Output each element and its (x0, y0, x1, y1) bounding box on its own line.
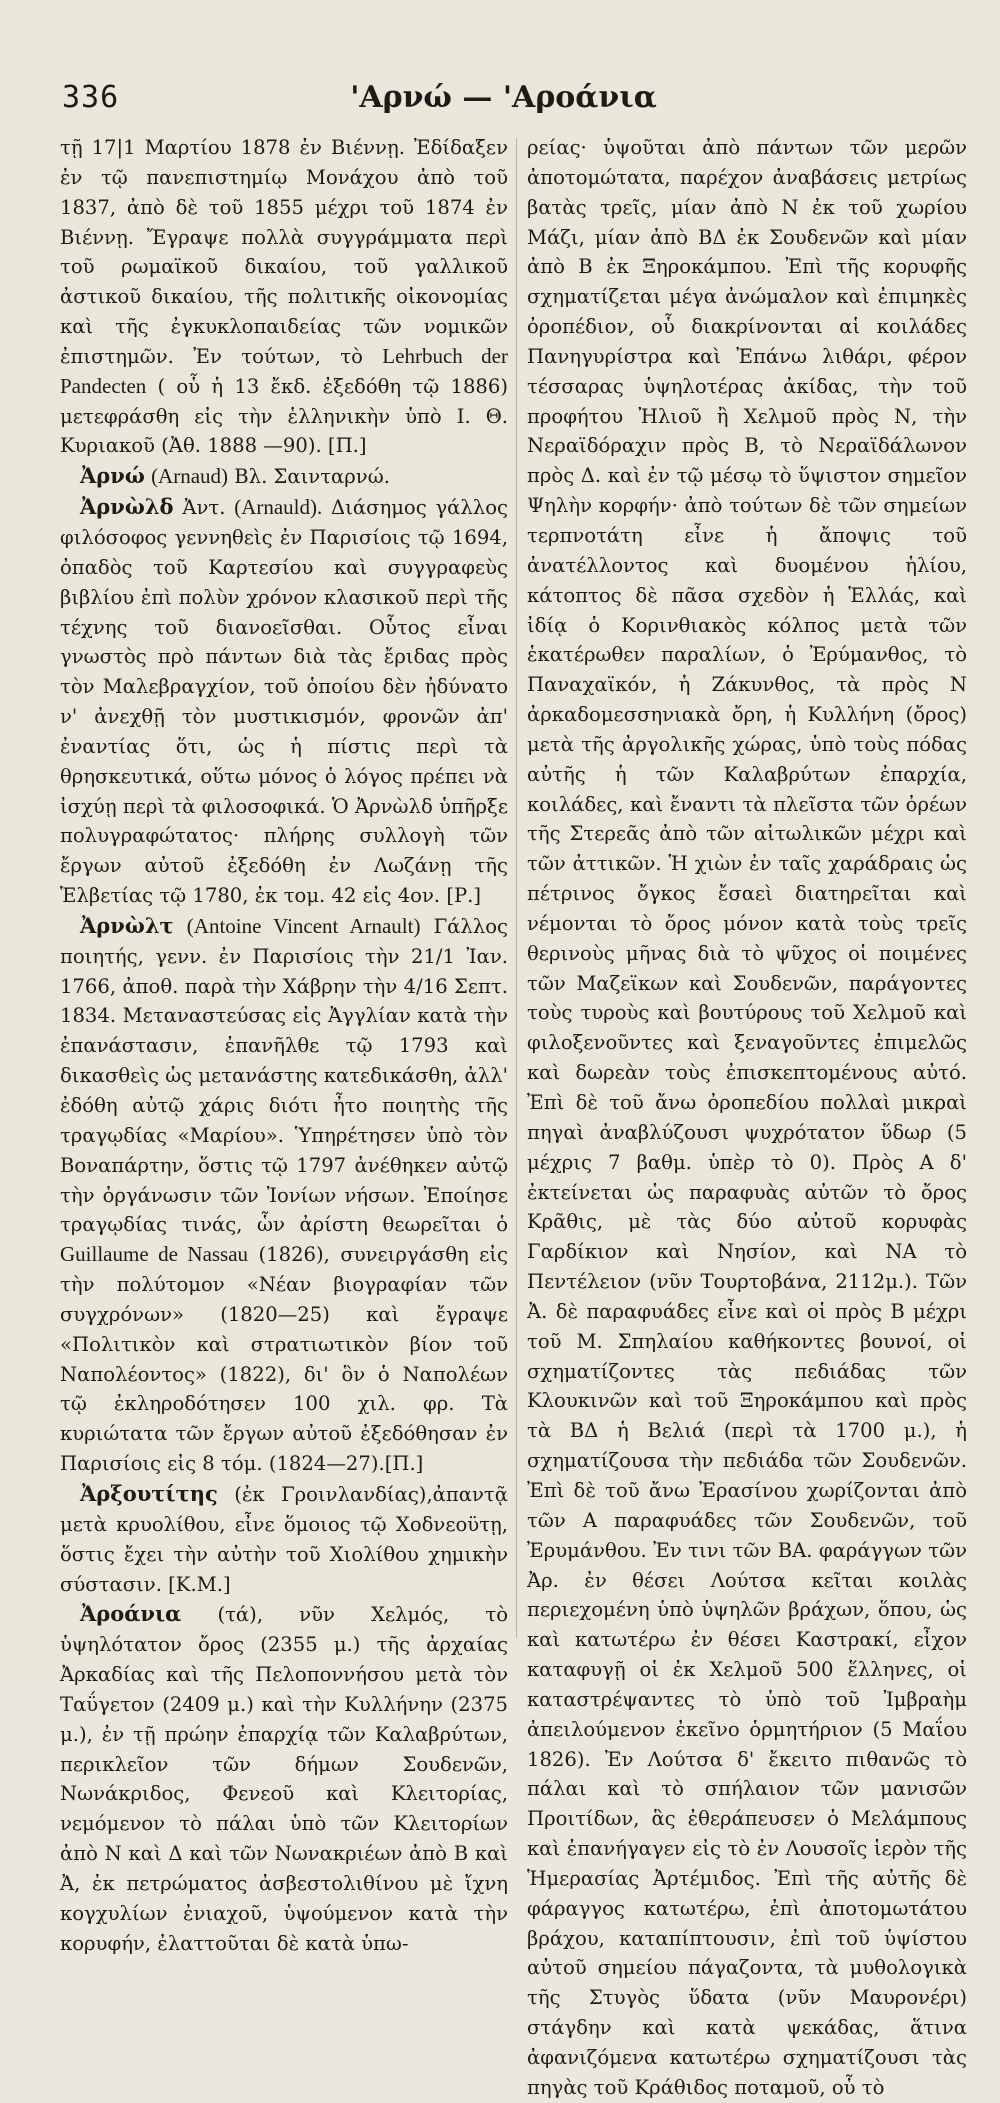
headword: Ἀρνώ (80, 463, 145, 489)
page-number: 336 (62, 80, 120, 115)
entry-text: (τά), νῦν Χελμός, τὸ ὑψηλότατον ὄρος (2355 μ.) τῆς ἀρχαίας Ἀρκαδίας καὶ τῆς Πελοποννήσου μετὰ τὸν Ταΰγετον (2409 μ.) καὶ τὴν Κυλλήνην (2375 μ.), ἐν τῇ πρώην ἐπαρχίᾳ τῶν Καλαβρύτων, περικλεῖον τῶν δήμων Σουδενῶν, Νωνάκριδος, Φενεοῦ καὶ Κλειτορίας, νεμόμενον τὸ πάλαι ὑπὸ τῶν Κλειτορίων ἀπὸ Ν καὶ Δ καὶ τῶν Νωνακριέων ἀπὸ Β καὶ Ἀ, ἐκ πετρώματος ἀσβεστολιθίνου μὲ ἴχνη κογχυλίων ἐνιαχοῦ, ὑψούμενον κατὰ τὴν κορυφήν, ἐλαττοῦται δὲ κατὰ ὑπω- (60, 1603, 508, 1955)
left-column (60, 133, 509, 1955)
column-rule (516, 138, 517, 1638)
entry (60, 1599, 508, 1958)
entry-text: Βλ. Σαινταρνώ. (234, 465, 390, 489)
body-text: ρείας· ὑψοῦται ἀπὸ πάντων τῶν μερῶν ἀποτομώτατα, παρέχον ἀναβάσεις μετρίως βατὰς τρεῖς, μίαν ἀπὸ Ν ἐκ τοῦ χωρίου Μάζι, μίαν ἀπὸ ΒΔ ἐκ Σουδενῶν καὶ μίαν ἀπὸ Β ἐκ Ξηροκάμπου. Ἐπὶ τῆς κορυφῆς σχηματίζεται μέγα ἀνώμαλον καὶ ἐπιμηκὲς ὀροπέδιον, οὗ διακρίνονται αἱ κοιλάδες Πανηγυρίστρα καὶ Ἐπάνω λιθάρι, φέρον τέσσαρας ὑψηλοτέρας ἀκίδας, τὴν τοῦ προφήτου Ἠλιοῦ ἢ Χελμοῦ πρὸς Ν, τὴν Νεραϊδόραχιν πρὸς Β, τὸ Νεραϊδάλωνον πρὸς Δ. καὶ ἐν τῷ μέσῳ τὸ ὕψιστον σημεῖον Ψηλὴν κορφήν· ἀπὸ τούτων δὲ τῶν σημείων τερπνοτάτη εἶνε ἡ ἄποψις τοῦ ἀνατέλλοντος καὶ δυομένου ἡλίου, κάτοπτος δὲ πᾶσα σχεδὸν ἡ Ἑλλάς, καὶ ἰδίᾳ ὁ Κορινθιακὸς κόλπος μετὰ τῶν ἑκατέρωθεν παραλίων, ὁ Ἐρύμανθος, τὸ Παναχαϊκόν, ἡ Ζάκυνθος, τὰ πρὸς Ν ἀρκαδομεσσηνιακὰ ὄρη, ἡ Κυλλήνη (ὄρος) μετὰ τῆς ἀργολικῆς χώρας, ὑπὸ τοὺς πόδας αὐτῆς ἡ τῶν Καλαβρύτων ἐπαρχία, κοιλάδες, καὶ ἔναντι τὰ πλεῖστα τῶν ὀρέων τῆς Στερεᾶς ἀπὸ τῶν αἰτωλικῶν μέχρι καὶ τῶν ἀττικῶν. Ἡ χιὼν ἐν ταῖς χαράδραις ὡς πέτρινος ὄγκος ἔσαεὶ διατηρεῖται καὶ νέμονται τὸ ὄρος μόνον κατὰ τοὺς τρεῖς θερινοὺς μῆνας διὰ τὸ ψῦχος οἱ ποιμένες τῶν Μαζεϊκων καὶ Σουδενῶν, παράγοντες τοὺς τυροὺς καὶ βουτύρους τοῦ Χελμοῦ καὶ φιλοξενοῦντες καὶ ξεναγοῦντες ἐπιμελῶς καὶ δωρεὰν τοὺς ἐπισκεπτομένους αὐτό. Ἐπὶ δὲ τοῦ ἄνω ὀροπεδίου πολλαὶ μικραὶ πηγαὶ ἀναβλύζουσι ψυχρότατον ὕδωρ (5 μέχρις 7 βαθμ. ὑπὲρ τὸ 0). Πρὸς Α δ' ἐκτείνεται ὡς παραφυὰς αὐτῶν τὸ ὄρος Κρᾶθις, μὲ τὰς δύο αὐτοῦ κορυφὰς Γαρδίκιον καὶ Νησίον, καὶ ΝΑ τὸ Πεντέλειον (νῦν Τουρτοβάνα, 2112μ.). Τῶν Ἀ. δὲ παραφυάδες εἶνε καὶ οἱ πρὸς Β μέχρι τοῦ Μ. Σπηλαίου καθήκοντες βουνοί, οἱ σχηματίζοντες τὰς πεδιάδας τῶν Κλουκινῶν καὶ τοῦ Ξηροκάμπου καὶ πρὸς τὰ ΒΔ ἡ Βελιά (περὶ τὰ 1700 μ.), ἡ σχηματίζουσα τὴν πεδιάδα τῶν Σουδενῶν. Ἐπὶ δὲ τοῦ ἄνω Ἐρασίνου χωρίζονται ἀπὸ τῶν Α παραφυάδες τῶν Σουδενῶν, τοῦ Ἐρυμάνθου. Ἐν τινι τῶν ΒΑ. φαράγγων τῶν Ἀρ. ἐν θέσει Λούτσα κεῖται κοιλὰς περιεχομένη ὑπὸ ὑψηλῶν βράχων, ὅπου, ὡς καὶ κατωτέρω ἐν θέσει Καστρακί, εἶχον καταφυγῇ οἱ ἐκ Χελμοῦ 500 ἕλληνες, οἱ καταστρέψαντες τὸ ὑπὸ τοῦ Ἰμβραὴμ ἀπειλούμενον ἐκεῖνο ὁρμητήριον (5 Μαΐου 1826). Ἐν Λούτσα δ' ἔκειτο πιθανῶς τὸ πάλαι καὶ τὸ σπήλαιον τῶν μανισῶν Προιτίδων, ἃς ἐθεράπευσεν ὁ Μελάμπους καὶ ἐπανήγαγεν εἰς τὸ ἐν Λουσοῖς ἱερὸν τῆς Ἡμερασίας Ἀρτέμιδος. Ἐπὶ τῆς αὐτῆς δὲ φάραγγος κατωτέρω, ἐπὶ ἀποτομωτάτου βράχου, καταπίπτουσιν, ἐπὶ τοῦ ὑψίστου αὐτοῦ σημείου πάγαζοντα, τὰ μυθολογικὰ τῆς Στυγὸς ὕδατα (νῦν Μαυρονέρι) στάγδην καὶ κατὰ ψεκάδας, ἅτινα ἀφανιζόμενα κατωτέρω σχηματίζουσι τὰς πηγὰς τοῦ Κράθιδος ποταμοῦ, οὗ τὸ (527, 136, 967, 2099)
entry (60, 911, 508, 1479)
body-text: ( οὗ ἡ 13 ἔκδ. ἐξεδόθη τῷ 1886) μετεφράσθη εἰς τὴν ἑλληνικὴν ὑπὸ Ι. Θ. Κυριακοῦ (Ἀθ. 1888 —90). [Π.] (60, 374, 508, 458)
entry (60, 1479, 508, 1599)
body-text: τῇ 17|1 Μαρτίου 1878 ἐν Βιέννῃ. Ἐδίδαξεν ἐν τῷ πανεπιστημίῳ Μονάχου ἀπὸ τοῦ 1837, ἀπὸ δὲ τοῦ 1855 μέχρι τοῦ 1874 ἐν Βιέννῃ. Ἔγραψε πολλὰ συγγράμματα περὶ τοῦ ρωμαϊκοῦ δικαίου, τοῦ γαλλικοῦ ἀστικοῦ δικαίου, τῆς πολιτικῆς οἰκονομίας καὶ τῆς ἐγκυκλοπαιδείας τῶν νομικῶν ἐπιστημῶν. Ἐν τούτων, τὸ (60, 136, 508, 368)
entry (60, 461, 508, 492)
latin-name: (Arnaud) (151, 464, 229, 489)
latin-title: Lehrbuch der Pandecten (60, 343, 509, 398)
latin-title: Guillaume de Nassau (60, 1242, 249, 1267)
entry-text: (ἐκ Γροινλανδίας),ἀπαντᾷ μετὰ κρυολίθου, εἶνε ὅμοιος τῷ Χοδνεοϋτῃ, ὅστις ἔχει τὴν αὐτὴν τοῦ Χιολίθου χημικὴν σύστασιν. [Κ.Μ.] (60, 1482, 509, 1596)
headword: Ἀρνὼλδ (80, 494, 174, 520)
paragraph (60, 133, 508, 461)
latin-name: (Arnauld). (234, 495, 323, 520)
entry (60, 492, 508, 911)
entry-text: Διάσημος γάλλος φιλόσοφος γεννηθεὶς ἐν Παρισίοις τῷ 1694, ὀπαδὸς τοῦ Καρτεσίου καὶ συγγραφεὺς βιβλίου ἐπὶ πολὺν χρόνον κλασικοῦ περὶ τῆς τέχνης τοῦ διανοεῖσθαι. Οὗτος εἶναι γνωστὸς πρὸ πάντων διὰ τὰς ἔριδας πρὸς τὸν Μαλεβραγχίον, τοῦ ὁποίου δὲν ἠδύνατο ν' ἀνεχθῇ τὸν μυστικισμόν, φρονῶν ἀπ' ἐναντίας ὅτι, ὡς ἡ πίστις περὶ τὰ θρησκευτικά, οὕτω μόνος ὁ λόγος πρέπει νὰ ἰσχύῃ περὶ τὰ φιλοσοφικά. Ὁ Ἀρνὼλδ ὑπῆρξε πολυγραφώτατος· πλήρης συλλογὴ τῶν ἔργων αὐτοῦ ἐξεδόθη ἐν Λωζάνῃ τῆς Ἑλβετίας τῷ 1780, ἐκ τομ. 42 εἰς 4ον. [Ρ.] (60, 496, 508, 908)
headword: Ἀρνὼλτ (80, 912, 174, 938)
running-head: 'Αρνώ — 'Αροάνια (350, 80, 657, 115)
entry-text: Γάλλος ποιητής, γενν. ἐν Παρισίοις τὴν 21/1 Ἰαν. 1766, ἀποθ. παρὰ τὴν Χάβρην τὴν 4/16 Σεπτ. 1834. Μεταναστεύσας εἰς Ἀγγλίαν κατὰ τὴν ἐπανάστασιν, ἐπανῆλθε τῷ 1793 καὶ δικασθεὶς ὡς μετανάστης κατεδικάσθη, ἀλλ' ἐδόθη αὐτῷ χάρις διότι ἦτο ποιητὴς τῆς τραγῳδίας «Μαρίου». Ὑπηρέτησεν ὑπὸ τὸν Βοναπάρτην, ὅστις τῷ 1797 ἀνέθηκεν αὐτῷ τὴν ὀργάνωσιν τῶν Ἰονίων νήσων. Ἐποίησε τραγῳδίας τινάς, ὧν ἀρίστη θεωρεῖται ὁ (60, 914, 508, 1237)
right-column (527, 133, 967, 2099)
page-header (62, 80, 945, 120)
headword: Ἀρξουτίτης (80, 1480, 218, 1506)
entry-text: Ἀντ. (182, 496, 226, 520)
paragraph (527, 133, 967, 2103)
latin-name: (Antoine Vincent Arnault) (186, 913, 421, 938)
headword: Ἀροάνια (80, 1601, 182, 1627)
entry-text: (1826), συνειργάσθη εἰς τὴν πολύτομον «Νέαν βιογραφίαν τῶν συγχρόνων» (1820—25) καὶ ἔγραψε «Πολιτικὸν καὶ στρατιωτικὸν βίον τοῦ Ναπολέοντος» (1822), δι' ὃν ὁ Ναπολέων τῷ ἐκληροδότησεν 100 χιλ. φρ. Τὰ κυριώτατα τῶν ἔργων αὐτοῦ ἐξεδόθησαν ἐν Παρισίοις εἰς 8 τόμ. (1824—27).[Π.] (60, 1243, 508, 1476)
